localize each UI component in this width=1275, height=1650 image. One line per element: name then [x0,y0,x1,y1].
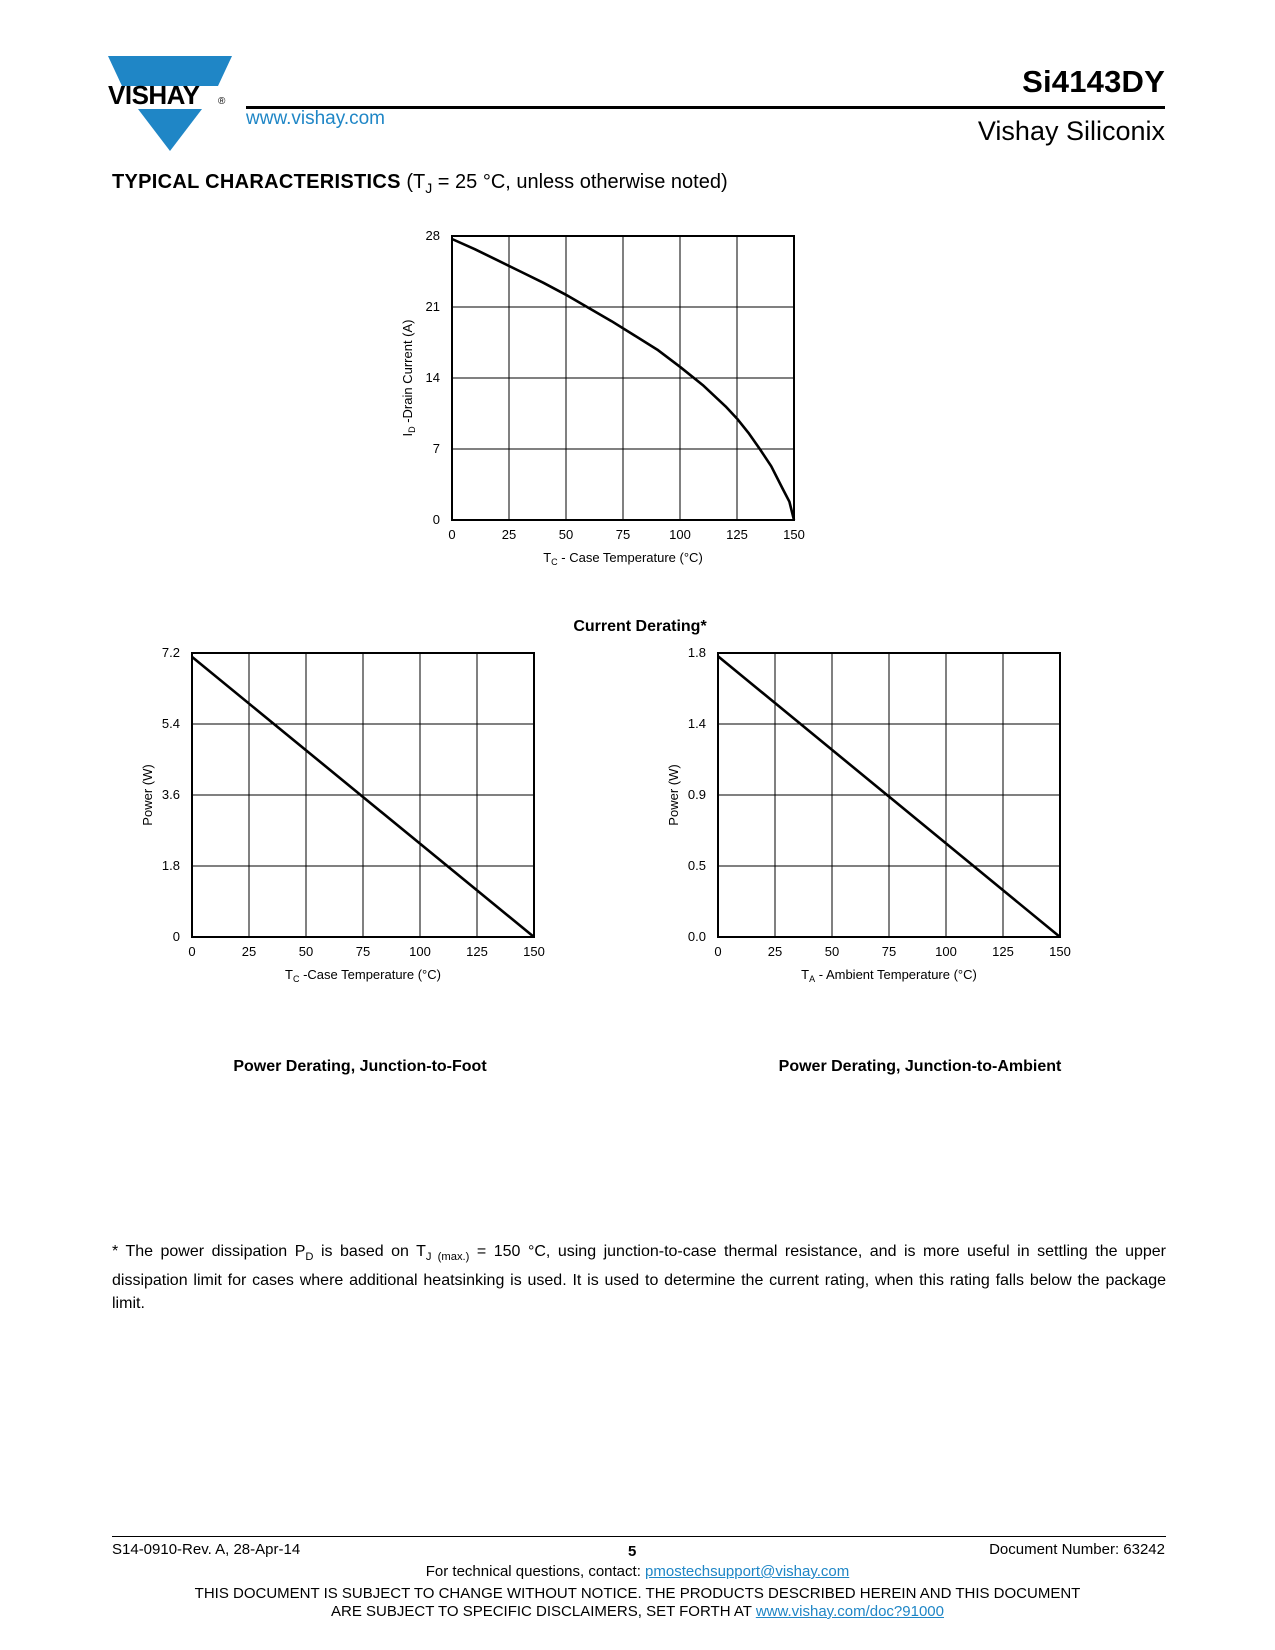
heading-rest: = 25 °C, unless otherwise noted) [432,171,728,193]
disclaimer-line2: ARE SUBJECT TO SPECIFIC DISCLAIMERS, SET FORTH AT [331,1603,756,1620]
footnote [112,1240,1166,1315]
disclaimer-line1: THIS DOCUMENT IS SUBJECT TO CHANGE WITHOUT NOTICE. THE PRODUCTS DESCRIBED HEREIN AND THIS DOCUMENT [194,1585,1081,1602]
logo-registered-mark: ® [218,96,226,107]
current-ylabel: $I_D$ -Drain Current (A) [400,319,417,437]
ambient-ytick-4: 1.8 [687,645,706,660]
current-xtick-2: 50 [558,527,574,542]
part-number: Si4143DY [1022,64,1165,99]
page-number: 5 [628,1543,637,1560]
current-xtick-0: 0 [448,527,456,542]
heading-open: (T [406,171,426,193]
footnote-sub-j: J (max.) [425,1251,470,1264]
heading-bold: TYPICAL CHARACTERISTICS [112,171,401,193]
current-ytick-1: 7 [432,441,440,456]
caption-current-derating: Current Derating* [573,618,707,635]
ambient-xtick-6: 150 [1049,944,1071,959]
foot-ytick-1: 1.8 [161,858,180,873]
website-link[interactable]: www.vishay.com [246,108,386,129]
ambient-xtick-3: 75 [881,944,897,959]
caption-power-derating-ambient: Power Derating, Junction-to-Ambient [778,1058,1062,1075]
current-xlabel: $T_C$ - Case Temperature (°C) [543,550,703,567]
ambient-xtick-2: 50 [824,944,840,959]
ambient-xtick-1: 25 [767,944,783,959]
footer-disclaimer [0,1585,1275,1621]
contact-prefix: For technical questions, contact: [425,1563,646,1580]
ambient-xlabel: $T_A$ - Ambient Temperature (°C) [801,967,977,984]
footnote-part3: = 150 °C, using junction-to-case thermal resistance, and is more useful in settling the upper dissipation limit for cases where additional heatsinking is used. It is used to determine the current rating, when this rating falls below the package limit. [112,1243,1167,1313]
logo-wordmark: VISHAY [108,80,200,110]
foot-xtick-5: 125 [466,944,488,959]
foot-xlabel: $T_C$ -Case Temperature (°C) [285,967,441,984]
foot-ylabel: Power (W) [140,764,155,826]
ambient-xtick-4: 100 [935,944,957,959]
ambient-ytick-0: 0.0 [687,929,706,944]
ambient-ytick-1: 0.5 [687,858,706,873]
current-xtick-3: 75 [615,527,631,542]
disclaimer-link[interactable]: www.vishay.com/doc?91000 [755,1603,944,1620]
ambient-xtick-5: 125 [992,944,1014,959]
foot-ytick-2: 3.6 [161,787,180,802]
caption-power-derating-foot: Power Derating, Junction-to-Foot [233,1058,487,1075]
document-number: Document Number: 63242 [989,1541,1165,1558]
foot-xtick-0: 0 [188,944,196,959]
foot-xtick-4: 100 [409,944,431,959]
footnote-sub-d: D [305,1251,314,1264]
foot-ytick-3: 5.4 [161,716,180,731]
current-ytick-2: 14 [425,370,440,385]
ambient-ytick-3: 1.4 [687,716,706,731]
footer-rule [112,1536,1166,1537]
ambient-ytick-2: 0.9 [687,787,706,802]
current-xtick-4: 100 [669,527,691,542]
company-name: Vishay Siliconix [977,116,1165,146]
ambient-xtick-0: 0 [714,944,722,959]
foot-xtick-3: 75 [355,944,371,959]
current-xtick-6: 150 [783,527,805,542]
current-xtick-1: 25 [501,527,517,542]
foot-xtick-1: 25 [241,944,257,959]
foot-ytick-0: 0 [172,929,180,944]
foot-xtick-6: 150 [523,944,545,959]
heading-sub: J [425,180,433,196]
current-ytick-0: 0 [432,512,440,527]
footnote-part2: is based on T [313,1243,426,1260]
foot-xtick-2: 50 [298,944,314,959]
current-ytick-4: 28 [425,228,440,243]
current-xtick-5: 125 [726,527,748,542]
foot-ytick-4: 7.2 [161,645,180,660]
current-ytick-3: 21 [425,299,440,314]
contact-email-link[interactable]: pmostechsupport@vishay.com [645,1563,850,1580]
ambient-ylabel: Power (W) [666,764,681,826]
footer-contact [0,1563,1275,1580]
revision-info: S14-0910-Rev. A, 28-Apr-14 [112,1541,301,1558]
footnote-part1: * The power dissipation P [112,1243,306,1260]
